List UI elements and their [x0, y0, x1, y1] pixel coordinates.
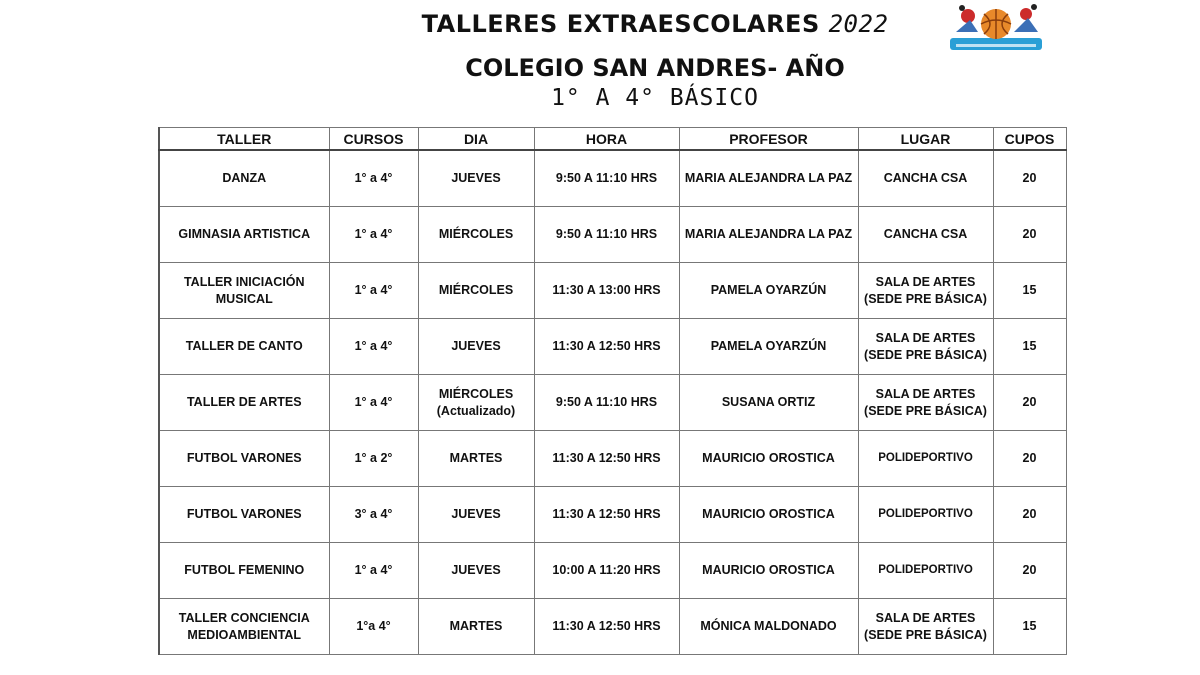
- cell-cursos: 1°a 4°: [329, 599, 418, 655]
- cell-lugar: SALA DE ARTES (SEDE PRE BÁSICA): [858, 263, 993, 319]
- table-row: [159, 263, 1066, 319]
- cell-lugar: SALA DE ARTES (SEDE PRE BÁSICA): [858, 319, 993, 375]
- cell-cursos: 3° a 4°: [329, 487, 418, 543]
- header-dia: DIA: [418, 128, 534, 151]
- cell-lugar: CANCHA CSA: [858, 207, 993, 263]
- table-row: [159, 599, 1066, 655]
- cell-lugar: SALA DE ARTES (SEDE PRE BÁSICA): [858, 375, 993, 431]
- cell-profesor: MAURICIO OROSTICA: [679, 431, 858, 487]
- cell-dia: JUEVES: [418, 319, 534, 375]
- cell-lugar: POLIDEPORTIVO: [858, 543, 993, 599]
- cell-profesor: PAMELA OYARZÚN: [679, 263, 858, 319]
- table-row: [159, 375, 1066, 431]
- cell-lugar: CANCHA CSA: [858, 150, 993, 207]
- cell-cupos: 20: [993, 543, 1066, 599]
- cell-cupos: 20: [993, 150, 1066, 207]
- header-taller: TALLER: [159, 128, 329, 151]
- cell-profesor: MAURICIO OROSTICA: [679, 543, 858, 599]
- cell-taller: TALLER DE ARTES: [159, 375, 329, 431]
- table-row: [159, 150, 1066, 207]
- table-row: [159, 487, 1066, 543]
- level-heading: 1° A 4° BÁSICO: [551, 85, 759, 111]
- cell-cupos: 15: [993, 319, 1066, 375]
- cell-cupos: 20: [993, 487, 1066, 543]
- cell-cupos: 15: [993, 599, 1066, 655]
- cell-cupos: 20: [993, 375, 1066, 431]
- cell-hora: 10:00 A 11:20 HRS: [534, 543, 679, 599]
- cell-taller: GIMNASIA ARTISTICA: [159, 207, 329, 263]
- cell-dia: MIÉRCOLES (Actualizado): [418, 375, 534, 431]
- cell-cupos: 20: [993, 431, 1066, 487]
- cell-dia: JUEVES: [418, 543, 534, 599]
- cell-profesor: MARIA ALEJANDRA LA PAZ: [679, 207, 858, 263]
- cell-dia: JUEVES: [418, 487, 534, 543]
- school-logo-icon: [948, 2, 1044, 54]
- cell-profesor: MARIA ALEJANDRA LA PAZ: [679, 150, 858, 207]
- cell-profesor: SUSANA ORTIZ: [679, 375, 858, 431]
- cell-hora: 9:50 A 11:10 HRS: [534, 375, 679, 431]
- header-profesor: PROFESOR: [679, 128, 858, 151]
- cell-cupos: 15: [993, 263, 1066, 319]
- cell-profesor: MAURICIO OROSTICA: [679, 487, 858, 543]
- cell-taller: TALLER INICIACIÓN MUSICAL: [159, 263, 329, 319]
- cell-taller: FUTBOL FEMENINO: [159, 543, 329, 599]
- cell-cursos: 1° a 4°: [329, 375, 418, 431]
- cell-dia: JUEVES: [418, 150, 534, 207]
- header-cursos: CURSOS: [329, 128, 418, 151]
- cell-hora: 11:30 A 12:50 HRS: [534, 487, 679, 543]
- cell-dia: MIÉRCOLES: [418, 263, 534, 319]
- cell-cursos: 1° a 2°: [329, 431, 418, 487]
- cell-taller: FUTBOL VARONES: [159, 487, 329, 543]
- table-row: [159, 319, 1066, 375]
- cell-lugar: POLIDEPORTIVO: [858, 431, 993, 487]
- cell-profesor: PAMELA OYARZÚN: [679, 319, 858, 375]
- cell-hora: 9:50 A 11:10 HRS: [534, 150, 679, 207]
- cell-taller: TALLER DE CANTO: [159, 319, 329, 375]
- cell-hora: 11:30 A 12:50 HRS: [534, 599, 679, 655]
- cell-hora: 11:30 A 12:50 HRS: [534, 431, 679, 487]
- table-row: [159, 543, 1066, 599]
- page-subtitle: COLEGIO SAN ANDRES- AÑO: [465, 54, 845, 82]
- cell-dia: MARTES: [418, 431, 534, 487]
- cell-cursos: 1° a 4°: [329, 207, 418, 263]
- cell-hora: 11:30 A 12:50 HRS: [534, 319, 679, 375]
- cell-cursos: 1° a 4°: [329, 319, 418, 375]
- cell-cursos: 1° a 4°: [329, 543, 418, 599]
- header-hora: HORA: [534, 128, 679, 151]
- header-cupos: CUPOS: [993, 128, 1066, 151]
- header-lugar: LUGAR: [858, 128, 993, 151]
- table-header-row: [159, 128, 1066, 151]
- title-year: 2022: [828, 10, 889, 38]
- cell-taller: TALLER CONCIENCIA MEDIOAMBIENTAL: [159, 599, 329, 655]
- title-main: TALLERES EXTRAESCOLARES: [421, 10, 820, 38]
- cell-cupos: 20: [993, 207, 1066, 263]
- cell-hora: 9:50 A 11:10 HRS: [534, 207, 679, 263]
- cell-cursos: 1° a 4°: [329, 150, 418, 207]
- cell-taller: DANZA: [159, 150, 329, 207]
- cell-lugar: POLIDEPORTIVO: [858, 487, 993, 543]
- cell-dia: MARTES: [418, 599, 534, 655]
- workshops-table: [158, 127, 1067, 655]
- cell-dia: MIÉRCOLES: [418, 207, 534, 263]
- cell-hora: 11:30 A 13:00 HRS: [534, 263, 679, 319]
- cell-profesor: MÓNICA MALDONADO: [679, 599, 858, 655]
- table-row: [159, 431, 1066, 487]
- table-row: [159, 207, 1066, 263]
- cell-cursos: 1° a 4°: [329, 263, 418, 319]
- cell-lugar: SALA DE ARTES (SEDE PRE BÁSICA): [858, 599, 993, 655]
- cell-taller: FUTBOL VARONES: [159, 431, 329, 487]
